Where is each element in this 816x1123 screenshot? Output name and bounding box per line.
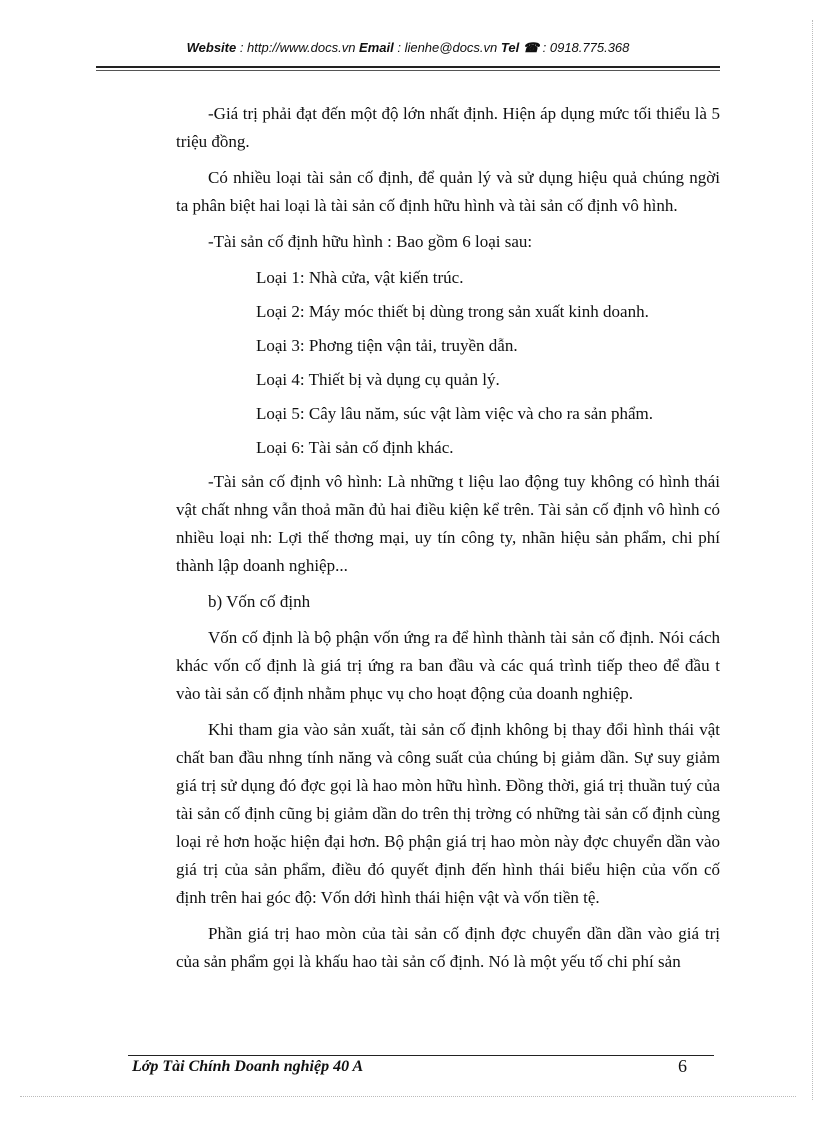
page-border-bottom [20,1096,796,1097]
list-item: Loại 4: Thiết bị và dụng cụ quản lý. [256,370,500,389]
phone-icon: ☎ [522,40,540,55]
paragraph-wear-value: Phần giá trị hao mòn của tài sản cố định đợc chuyển dần dần vào giá trị của sản phẩm gọi là khấu hao tài sản cố định. Nó là một yếu tố chi phí sản [176,924,720,971]
paragraph-intangible-assets: -Tài sản cố định vô hình: Là những t liệu lao động tuy không có hình thái vật chất nhng vẫn thoả mãn đủ hai điều kiện kể trên. Tài sản cố định vô hình có nhiều loại nh: Lợi thế thơng mại, uy tín công ty, nhãn hiệu sản phẩm, chi phí thành lập doanh nghiệp... [176,472,720,575]
paragraph-tangible-assets: -Tài sản cố định hữu hình : Bao gồm 6 loại sau: [208,232,533,251]
list-item: Loại 6: Tài sản cố định khác. [256,438,454,457]
website-label: Website [186,40,237,55]
paragraph-depreciation: Khi tham gia vào sản xuất, tài sản cố định không bị thay đổi hình thái vật chất ban đầu nhng tính năng và công suất của chúng bị giảm dần. Sự suy giảm giá trị sử dụng đó đợc gọi là hao mòn hữu hình. Đồng thời, giá trị thuần tuý của tài sản cố định cũng bị giảm dần do trên thị trờng có những tài sản cố định cùng loại rẻ hơn hoặc hiện đại hơn. Bộ phận giá trị hao mòn này đợc chuyển dần vào giá trị của sản phẩm, điều đó quyết định đến hình thái biểu hiện của vốn cố định trên hai góc độ: Vốn dới hình thái hiện vật và vốn tiền tệ. [176,720,720,907]
page-number: 6 [678,1056,687,1076]
asset-type-list [256,264,720,462]
page-border-right [812,20,813,1100]
list-item: Loại 1: Nhà cửa, vật kiến trúc. [256,268,464,287]
email-label: Email [359,40,394,55]
email-value[interactable]: : lienhe@docs.vn [393,40,501,55]
tel-label: Tel [500,40,520,55]
document-body [176,100,720,984]
footer-class-label: Lớp Tài Chính Doanh nghiệp 40 A [132,1058,364,1075]
website-value[interactable]: : http://www.docs.vn [236,40,360,55]
paragraph-fixed-capital: Vốn cố định là bộ phận vốn ứng ra để hình thành tài sản cố định. Nói cách khác vốn cố định là giá trị ứng ra ban đầu và các quá trình tiếp theo để đầu t vào tài sản cố định nhằm phục vụ cho hoạt động của doanh nghiệp. [176,628,720,703]
paragraph-value-threshold: -Giá trị phải đạt đến một độ lớn nhất định. Hiện áp dụng mức tối thiểu là 5 triệu đồng. [176,104,720,151]
list-item: Loại 2: Máy móc thiết bị dùng trong sản xuất kinh doanh. [256,302,649,321]
paragraph-asset-types: Có nhiều loại tài sản cố định, để quản lý và sử dụng hiệu quả chúng ngời ta phân biệt hai loại là tài sản cố định hữu hình và tài sản cố định vô hình. [176,168,720,215]
header-divider-thin [96,70,720,71]
list-item: Loại 3: Phơng tiện vận tải, truyền dẫn. [256,336,518,355]
section-heading: b) Vốn cố định [208,592,311,611]
footer-divider [128,1055,714,1056]
list-item: Loại 5: Cây lâu năm, súc vật làm việc và cho ra sản phẩm. [256,404,654,423]
tel-value: : 0918.775.368 [539,40,630,55]
header-divider [96,66,720,68]
